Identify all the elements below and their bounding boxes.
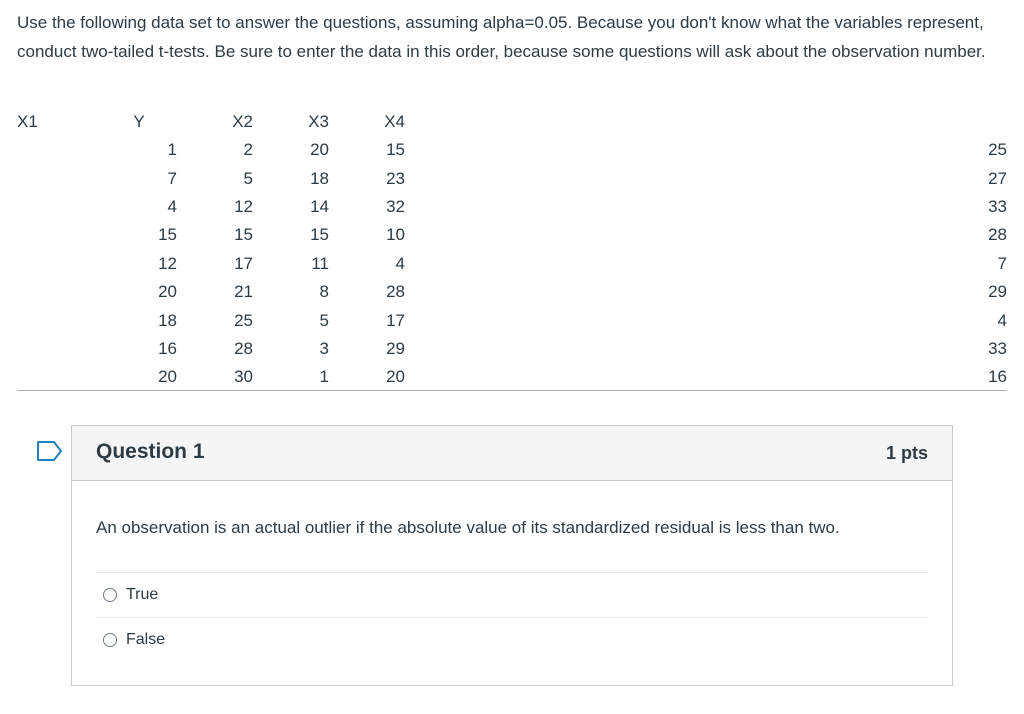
- row-spacer: [17, 164, 93, 192]
- table-cell: 28: [988, 225, 1007, 245]
- radio-icon[interactable]: [103, 588, 117, 602]
- table-cell: 16: [988, 367, 1007, 387]
- table-cell: 1: [167, 140, 177, 160]
- table-cell: 17: [234, 253, 253, 273]
- question-points: 1 pts: [885, 443, 928, 463]
- table-cell: 23: [386, 168, 405, 188]
- question-title: Question 1: [96, 440, 205, 463]
- column-spacer: [405, 108, 1007, 136]
- table-cell: 20: [386, 367, 405, 387]
- row-spacer: [17, 278, 93, 306]
- table-cell: 32: [386, 196, 405, 216]
- table-row: [17, 221, 1007, 249]
- table-cell: 25: [988, 140, 1007, 160]
- table-cell: 5: [319, 310, 329, 330]
- table-cell: 15: [386, 140, 405, 160]
- table-header-row: [17, 108, 1007, 136]
- intro-text: Use the following data set to answer the questions, assuming alpha=0.05. Because you don't know what the variables represent, conduct two-tailed t-tests. Be sure to enter the data in this order, because some questions will ask about the observation number.: [17, 13, 986, 61]
- data-table: [17, 108, 1007, 392]
- table-cell: 18: [310, 168, 329, 188]
- column-header: X3: [308, 112, 329, 131]
- table-cell: 4: [395, 253, 405, 273]
- table-row: [17, 250, 1007, 278]
- row-spacer: [17, 363, 93, 391]
- table-cell: 28: [386, 282, 405, 302]
- table-body: [17, 136, 1007, 392]
- table-row: [17, 335, 1007, 363]
- table-cell: 12: [158, 253, 177, 273]
- table-cell: 16: [158, 338, 177, 358]
- answer-list: [96, 572, 928, 662]
- table-row: [17, 164, 1007, 192]
- row-spacer: [17, 335, 93, 363]
- table-row: [17, 193, 1007, 221]
- answer-label: False: [126, 631, 166, 648]
- table-cell: 20: [310, 140, 329, 160]
- table-cell: 15: [158, 225, 177, 245]
- table-cell: 1: [319, 367, 329, 387]
- table-row: [17, 306, 1007, 334]
- table-cell: 3: [319, 338, 329, 358]
- table-cell: 12: [234, 196, 253, 216]
- column-header: Y: [133, 112, 145, 131]
- table-cell: 5: [243, 168, 253, 188]
- row-spacer: [17, 306, 93, 334]
- table-cell: 8: [319, 282, 329, 302]
- table-cell: 10: [386, 225, 405, 245]
- table-cell: 2: [243, 140, 253, 160]
- table-cell: 15: [234, 225, 253, 245]
- row-spacer: [17, 250, 93, 278]
- row-spacer: [17, 221, 93, 249]
- table-cell: 20: [158, 367, 177, 387]
- table-cell: 7: [167, 168, 177, 188]
- table-cell: 29: [988, 282, 1007, 302]
- table-cell: 27: [988, 168, 1007, 188]
- answer-option-false[interactable]: [96, 617, 928, 662]
- table-cell: 33: [988, 338, 1007, 358]
- row-spacer: [17, 136, 93, 164]
- column-header: X2: [232, 112, 253, 131]
- flag-question-icon[interactable]: [36, 440, 64, 462]
- table-cell: 20: [158, 282, 177, 302]
- table-cell: 30: [234, 367, 253, 387]
- answer-label: True: [126, 586, 159, 603]
- radio-icon[interactable]: [103, 633, 117, 647]
- row-spacer: [17, 193, 93, 221]
- table-cell: 7: [997, 253, 1007, 273]
- question-card: [71, 425, 953, 686]
- table-row: [17, 136, 1007, 164]
- table-cell: 33: [988, 196, 1007, 216]
- section-divider: [17, 390, 1007, 391]
- table-cell: 21: [234, 282, 253, 302]
- table-row: [17, 363, 1007, 391]
- table-cell: 17: [386, 310, 405, 330]
- table-cell: 4: [167, 196, 177, 216]
- column-header: X1: [17, 112, 38, 131]
- table-cell: 29: [386, 338, 405, 358]
- column-header: X4: [384, 112, 405, 131]
- table-cell: 15: [310, 225, 329, 245]
- question-text: An observation is an actual outlier if the absolute value of its standardized residual is less than two.: [96, 518, 840, 537]
- table-row: [17, 278, 1007, 306]
- table-cell: 25: [234, 310, 253, 330]
- answer-option-true[interactable]: [96, 572, 928, 617]
- table-cell: 4: [997, 310, 1007, 330]
- table-cell: 18: [158, 310, 177, 330]
- question-header: [72, 426, 952, 481]
- table-cell: 11: [311, 253, 329, 273]
- table-cell: 14: [310, 196, 329, 216]
- table-cell: 28: [234, 338, 253, 358]
